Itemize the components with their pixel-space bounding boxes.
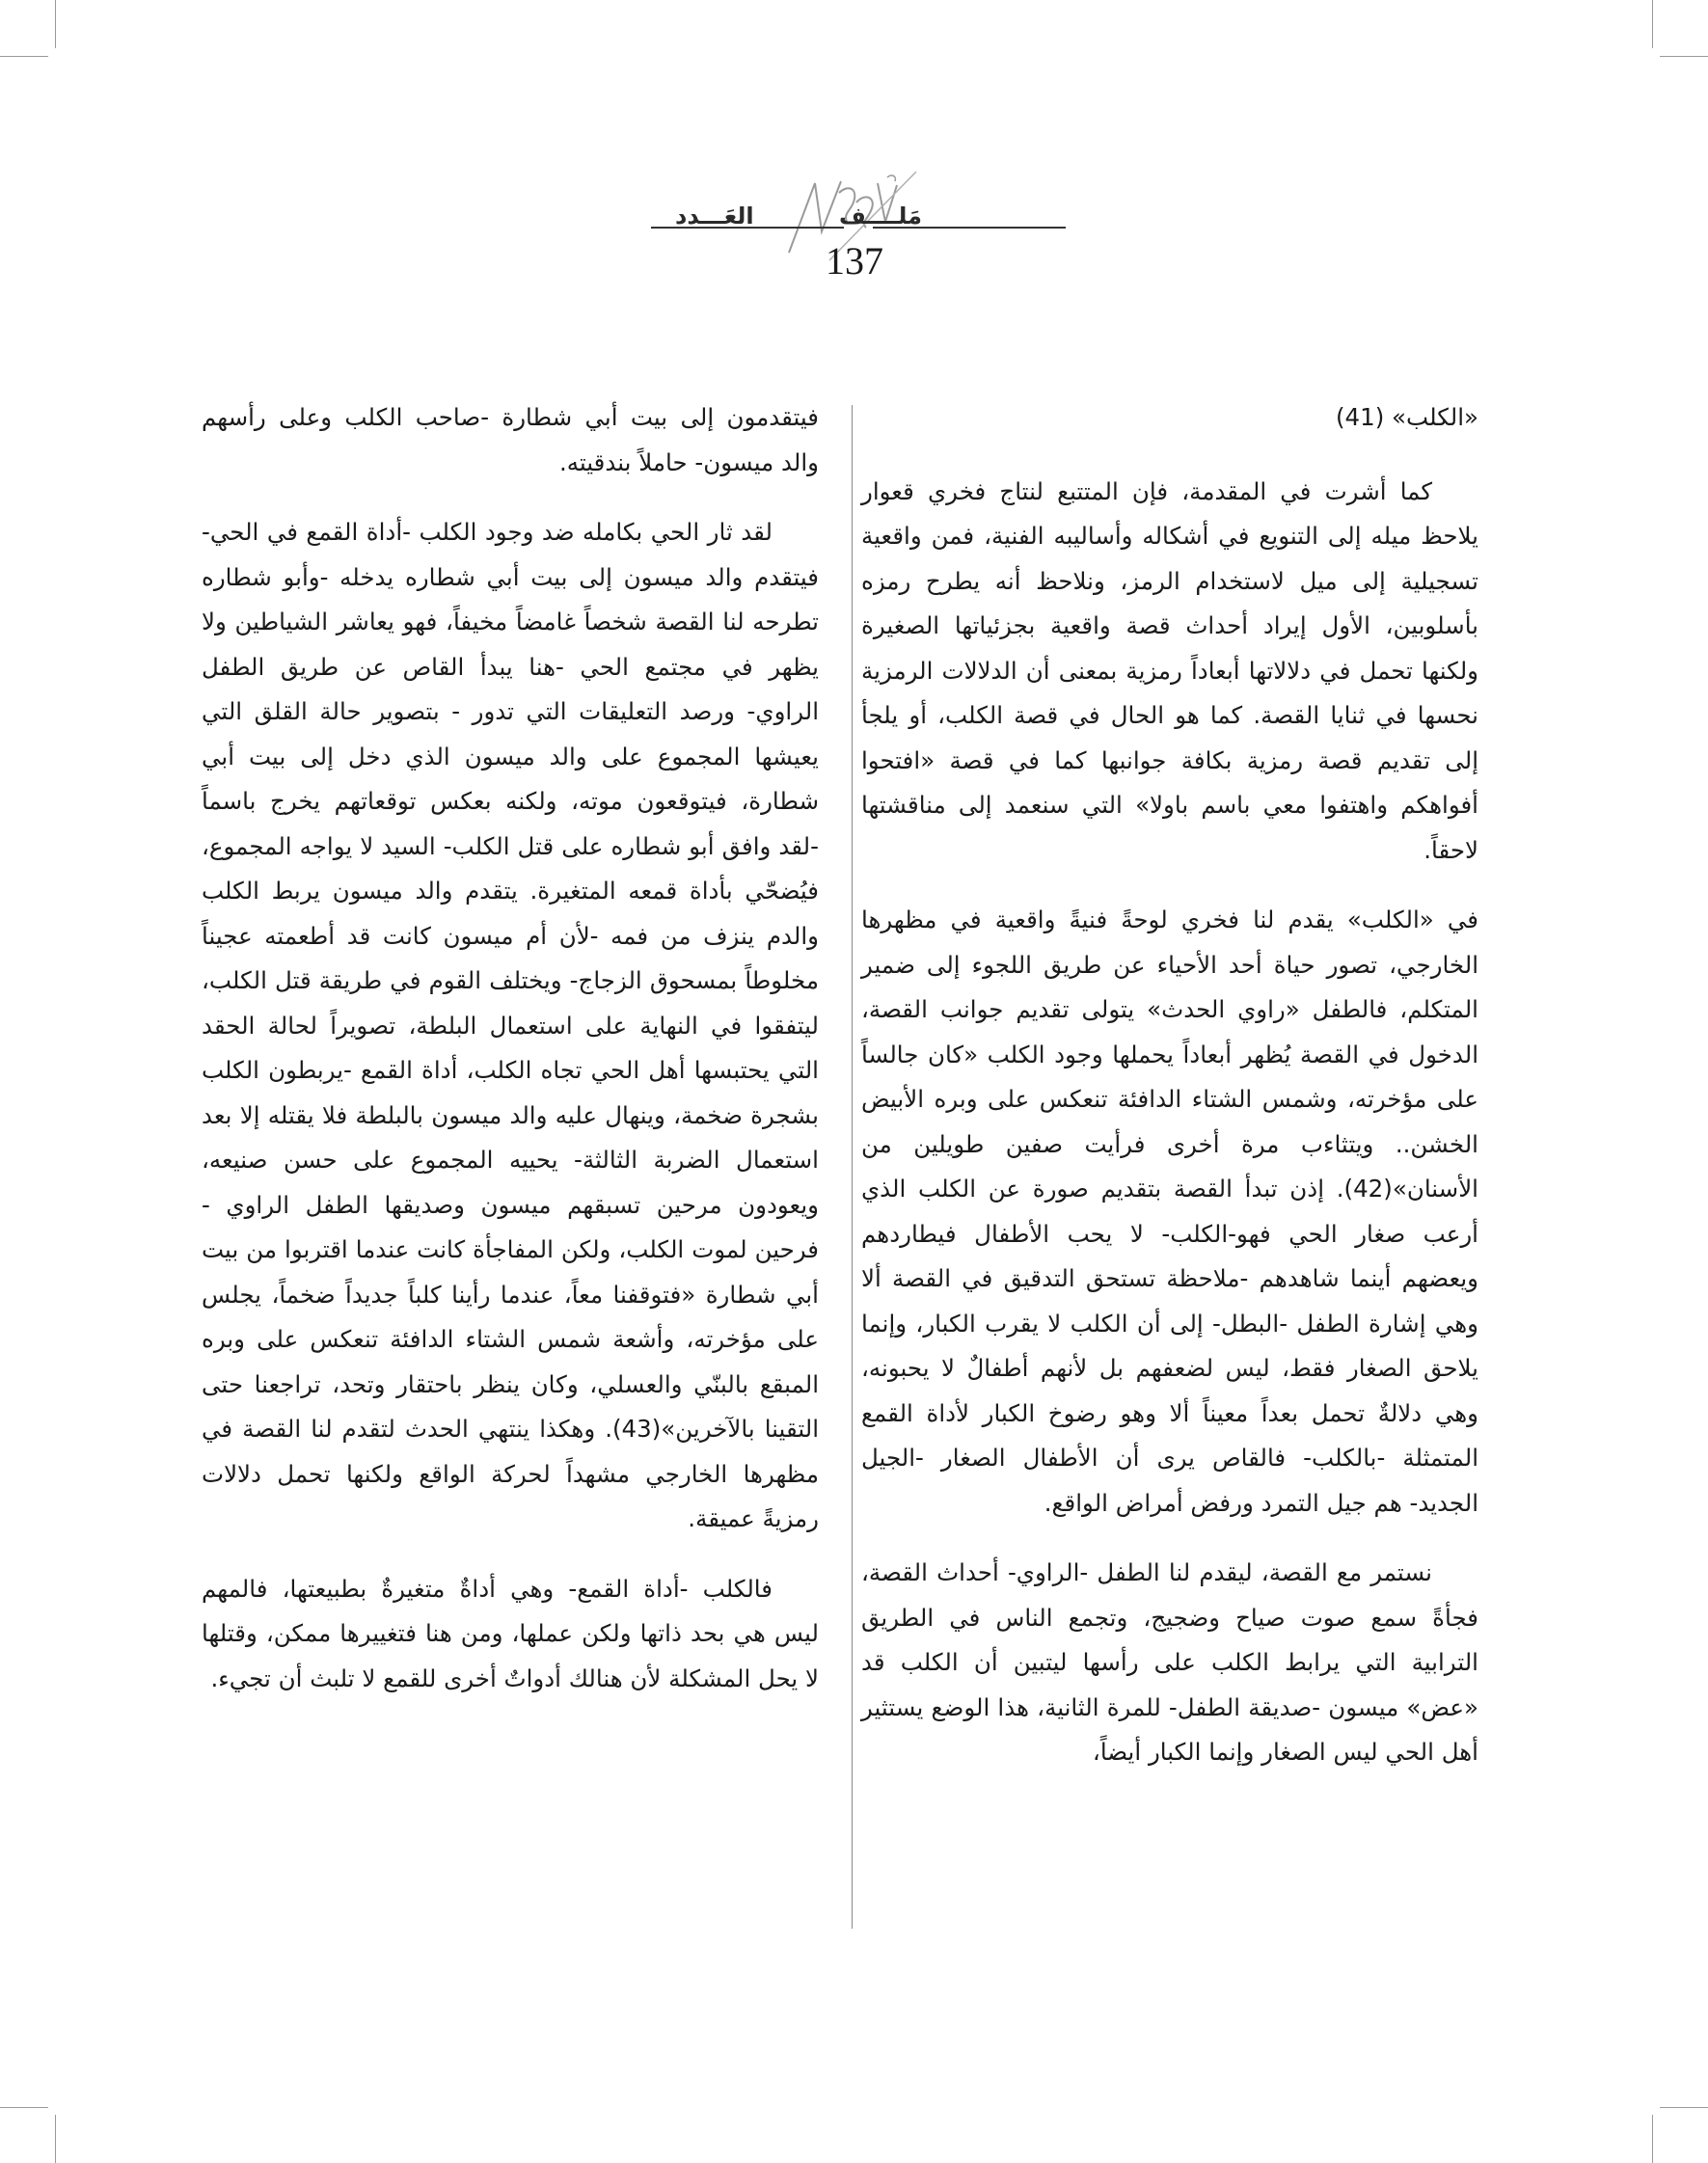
issue-label: العَـــدد: [675, 203, 754, 230]
column-divider: [852, 405, 853, 1929]
paragraph: فالكلب -أداة القمع- وهي أداةٌ متغيرةٌ بطبيعتها، فالمهم ليس هي بحد ذاتها ولكن عملها، ومن هنا فتغييرها ممكن، وقتلها لا يحل المشكلة لأن هنالك أدواتٌ أخرى للقمع لا تلبث أن تجيء.: [202, 1574, 819, 1692]
crop-mark: [1660, 56, 1708, 57]
page-number: 137: [826, 239, 883, 283]
crop-mark: [1652, 0, 1653, 48]
crop-mark: [1652, 2115, 1653, 2163]
paragraph: لقد ثار الحي بكامله ضد وجود الكلب -أداة القمع في الحي- فيتقدم والد ميسون إلى بيت أبي شطاره يدخله -وأبو شطاره تطرحه لنا القصة شخصاً غامضاً مخيفاً، فهو يعاشر الشياطين ولا يظهر في مجتمع الحي -هنا يبدأ القاص عن طريق الطفل الراوي- ورصد التعليقات التي تدور - بتصوير حالة القلق التي يعيشها المجموع على والد ميسون الذي دخل إلى بيت أبي شطارة، فيتوقعون موته، ولكنه بعكس توقعاتهم يخرج باسماً -لقد وافق أبو شطاره على قتل الكلب- السيد لا يواجه المجموع، فيُضحّي بأداة قمعه المتغيرة. يتقدم والد ميسون يربط الكلب والدم ينزف من فمه -لأن أم ميسون كانت قد أطعمته عجيناً مخلوطاً بمسحوق الزجاج- ويختلف القوم في طريقة قتل الكلب، ليتفقوا في النهاية على استعمال البلطة، تصويراً لحالة الحقد التي يحتبسها أهل الحي تجاه الكلب، أداة القمع -يربطون الكلب بشجرة ضخمة، وينهال عليه والد ميسون بالبلطة فلا يقتله إلا بعد استعمال الضربة الثالثة- يحييه المجموع على حسن صنيعه، ويعودون مرحين تسبقهم ميسون وصديقها الطفل الراوي - فرحين لموت الكلب، ولكن المفاجأة كانت عندما اقتربوا من بيت أبي شطارة «فتوقفنا معاً، عندما رأينا كلباً جديداً ضخماً، يجلس على مؤخرته، وأشعة شمس الشتاء الدافئة تنعكس على وبره المبقع بالبنّي والعسلي، وكان ينظر باحتقار وتحد، تراجعنا حتى التقينا بالآخرين»(43). وهكذا ينتهي الحدث لتقدم لنا القصة في مظهرها الخارجي مشهداً لحركة الواقع ولكنها تحمل دلالات رمزيةً عميقة.: [202, 518, 819, 1532]
right-column: [861, 395, 1478, 1800]
crop-mark: [0, 56, 48, 57]
page-header: [0, 154, 1708, 299]
paragraph: في «الكلب» يقدم لنا فخري لوحةً فنيةً واقعية في مظهرها الخارجي، تصور حياة أحد الأحياء عن طريق اللجوء إلى ضمير المتكلم، فالطفل «راوي الحدث» يتولى تقديم جوانب القصة، الدخول في القصة يُظهر أبعاداً يحملها وجود الكلب «كان جالساً على مؤخرته، وشمس الشتاء الدافئة تنعكس على وبره الأبيض الخشن.. ويتثاءب مرة أخرى فرأيت صفين طويلين من الأسنان»(42). إذن تبدأ القصة بتقديم صورة عن الكلب الذي أرعب صغار الحي فهو-الكلب- لا يحب الأطفال فيطاردهم ويعضهم أينما شاهدهم -ملاحظة تستحق التدقيق في القصة ألا وهي إشارة الطفل -البطل- إلى أن الكلب لا يقرب الكبار، وإنما يلاحق الصغار فقط، ليس لضعفهم بل لأنهم أطفالٌ لا يحبونه، وهي دلالةٌ تحمل بعداً معيناً ألا وهو رضوخ الكبار لأداة القمع المتمثلة -بالكلب- فالقاص يرى أن الأطفال الصغار -الجيل الجديد- هم جيل التمرد ورفض أمراض الواقع.: [861, 906, 1478, 1517]
crop-mark: [55, 2115, 56, 2163]
quote-line: «الكلب» (41): [1335, 403, 1478, 431]
section-label: مَلــــف: [838, 203, 922, 230]
crop-mark: [1660, 2107, 1708, 2108]
crop-mark: [0, 2107, 48, 2108]
paragraph: فيتقدمون إلى بيت أبي شطارة -صاحب الكلب وعلى رأسهم والد ميسون- حاملاً بندقيته.: [202, 403, 819, 476]
paragraph: نستمر مع القصة، ليقدم لنا الطفل -الراوي- أحداث القصة، فجأةً سمع صوت صياح وضجيج، وتجمع الناس في الطريق الترابية التي يرابط الكلب على رأسها ليتبين أن الكلب قد «عض» ميسون -صديقة الطفل- للمرة الثانية، هذا الوضع يستثير أهل الحي ليس الصغار وإنما الكبار أيضاً،: [861, 1558, 1478, 1766]
crop-mark: [55, 0, 56, 48]
left-column: [202, 395, 819, 1726]
paragraph: كما أشرت في المقدمة، فإن المتتبع لنتاج فخري قعوار يلاحظ ميله إلى التنويع في أشكاله وأساليبه الفنية، فمن واقعية تسجيلية إلى ميل لاستخدام الرمز، ونلاحظ أنه يطرح رمزه بأسلوبين، الأول إيراد أحداث قصة واقعية بجزئياتها الصغيرة ولكنها تحمل في دلالاتها أبعاداً رمزية بمعنى أن الدلالات الرمزية نحسها في ثنايا القصة. كما هو الحال في قصة الكلب، أو يلجأ إلى تقديم قصة رمزية بكافة جوانبها كما في قصة «افتحوا أفواهكم واهتفوا معي باسم باولا» التي سنعمد إلى مناقشتها لاحقاً.: [861, 476, 1478, 864]
